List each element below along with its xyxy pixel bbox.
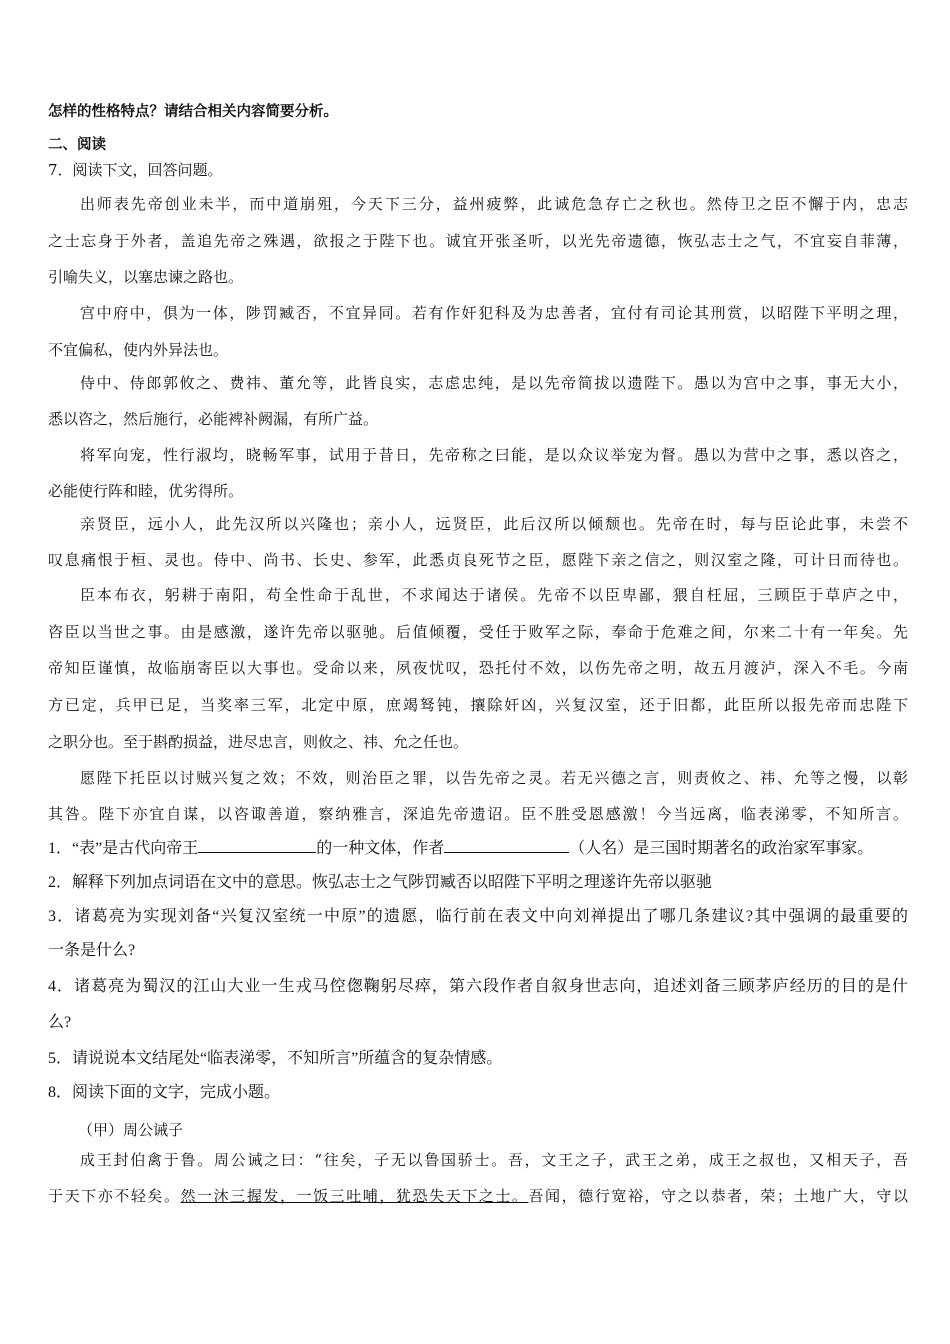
passage-line: 其咎。陛下亦宜自谋，以咨诹善道，察纳雅言，深追先帝遗诏。臣不胜受恩感激！今当远离，临表涕零，不知所言。 — [48, 805, 908, 823]
q8-passage-line — [48, 1186, 908, 1206]
question-1-text-a: 1．“表”是古代向帝王 — [48, 840, 199, 857]
passage-line: 咨臣以当世之事。由是感激，遂许先帝以驱驰。后值倾覆，受任于败军之际，奉命于危难之间，尔来二十有一年矣。先 — [48, 623, 908, 641]
passage-line: 宫中府中，俱为一体，陟罚臧否，不宜异同。若有作奸犯科及为忠善者，宜付有司论其刑赏，以昭陛下平明之理， — [80, 304, 908, 322]
question-1-text-b: 的一种文体，作者 — [316, 840, 445, 857]
question-1-text-c: （人名）是三国时期著名的政治家军事家。 — [569, 840, 874, 857]
passage-line: 之士忘身于外者，盖追先帝之殊遇，欲报之于陛下也。诚宜开张圣听，以光先帝遗德，恢弘志士之气，不宜妄自菲薄， — [48, 232, 908, 250]
question-4-cont: 么? — [48, 1014, 72, 1031]
passage-line: 必能使行阵和睦，优劣得所。 — [48, 482, 244, 500]
passage-line: 愿陛下托臣以讨贼兴复之效；不效，则治臣之罪，以告先帝之灵。若无兴德之言，则责攸之、祎、允等之慢，以彰 — [80, 769, 908, 787]
passage-line: 叹息痛恨于桓、灵也。侍中、尚书、长史、参军，此悉贞良死节之臣，愿陛下亲之信之，则汉室之隆，可计日而待也。 — [48, 551, 908, 569]
intro-line: 怎样的性格特点？请结合相关内容简要分析。 — [48, 104, 338, 120]
passage-line: 悉以咨之，然后施行，必能裨补阙漏，有所广益。 — [48, 410, 379, 428]
question-2: 2．解释下列加点词语在文中的意思。恢弘志士之气陟罚臧否以昭陛下平明之理遂许先帝以驱驰 — [48, 874, 713, 891]
question-1 — [48, 838, 908, 858]
section-title: 二、阅读 — [48, 137, 106, 153]
passage-line: 将军向宠，性行淑均，晓畅军事，试用于昔日，先帝称之曰能，是以众议举宠为督。愚以为营中之事，悉以咨之， — [80, 446, 908, 464]
passage-line: 出师表先帝创业未半，而中道崩殂，今天下三分，益州疲弊，此诚危急存亡之秋也。然侍卫之臣不懈于内，忠志 — [80, 195, 908, 213]
passage-line: 之职分也。至于斟酌损益，进尽忠言，则攸之、祎、允之任也。 — [48, 733, 469, 751]
answer-blank-1[interactable] — [198, 838, 316, 853]
q8-subtitle: （甲）周公诫子 — [78, 1121, 184, 1139]
question-3: 3．诸葛亮为实现刘备“兴复汉室统一中原”的遗愿，临行前在表文中向刘禅提出了哪几条建议?其中强调的最重要的 — [48, 908, 908, 925]
passage-line: 不宜偏私，使内外异法也。 — [48, 341, 229, 359]
passage-line: 臣本布衣，躬耕于南阳，苟全性命于乱世，不求闻达于诸侯。先帝不以臣卑鄙，猥自枉屈，三顾臣于草庐之中， — [80, 586, 908, 604]
underlined-sentence: 然一沐三握发，一饭三吐哺，犹恐失天下之士。 — [180, 1187, 529, 1205]
q8-passage-line: 成王封伯禽于鲁。周公诫之曰：“往矣，子无以鲁国骄士。吾，文王之子，武王之弟，成王之叔也，又相天子，吾 — [80, 1151, 908, 1169]
passage-line: 帝知臣谨慎，故临崩寄臣以大事也。受命以来，夙夜忧叹，恐托付不效，以伤先帝之明，故五月渡泸，深入不毛。今南 — [48, 659, 908, 677]
answer-blank-2[interactable] — [444, 838, 569, 853]
question-4: 4．诸葛亮为蜀汉的江山大业一生戎马倥偬鞠躬尽瘁，第六段作者自叙身世志向，追述刘备三顾茅庐经历的目的是什 — [48, 978, 908, 995]
passage-line: 侍中、侍郎郭攸之、费祎、董允等，此皆良实，志虑忠纯，是以先帝简拔以遗陛下。愚以为宫中之事，事无大小， — [80, 374, 908, 392]
question-3-cont: 一条是什么? — [48, 942, 136, 959]
q8-text-b: 吾闻，德行宽裕，守之以恭者，荣；土地广大，守以 — [528, 1187, 908, 1205]
q7-prompt: 7．阅读下文，回答问题。 — [48, 161, 223, 179]
question-5: 5．请说说本文结尾处“临表涕零，不知所言”所蕴含的复杂情感。 — [48, 1050, 503, 1067]
passage-line: 亲贤臣，远小人，此先汉所以兴隆也；亲小人，远贤臣，此后汉所以倾颓也。先帝在时，每与臣论此事，未尝不 — [80, 515, 908, 533]
q8-prompt: 8．阅读下面的文字，完成小题。 — [48, 1084, 281, 1101]
passage-line: 方已定，兵甲已足，当奖率三军，北定中原，庶竭驽钝，攘除奸凶，兴复汉室，还于旧都，此臣所以报先帝而忠陛下 — [48, 696, 908, 714]
q8-text-a: 于天下亦不轻矣。 — [48, 1187, 181, 1205]
passage-line: 引喻失义，以塞忠谏之路也。 — [48, 268, 244, 286]
